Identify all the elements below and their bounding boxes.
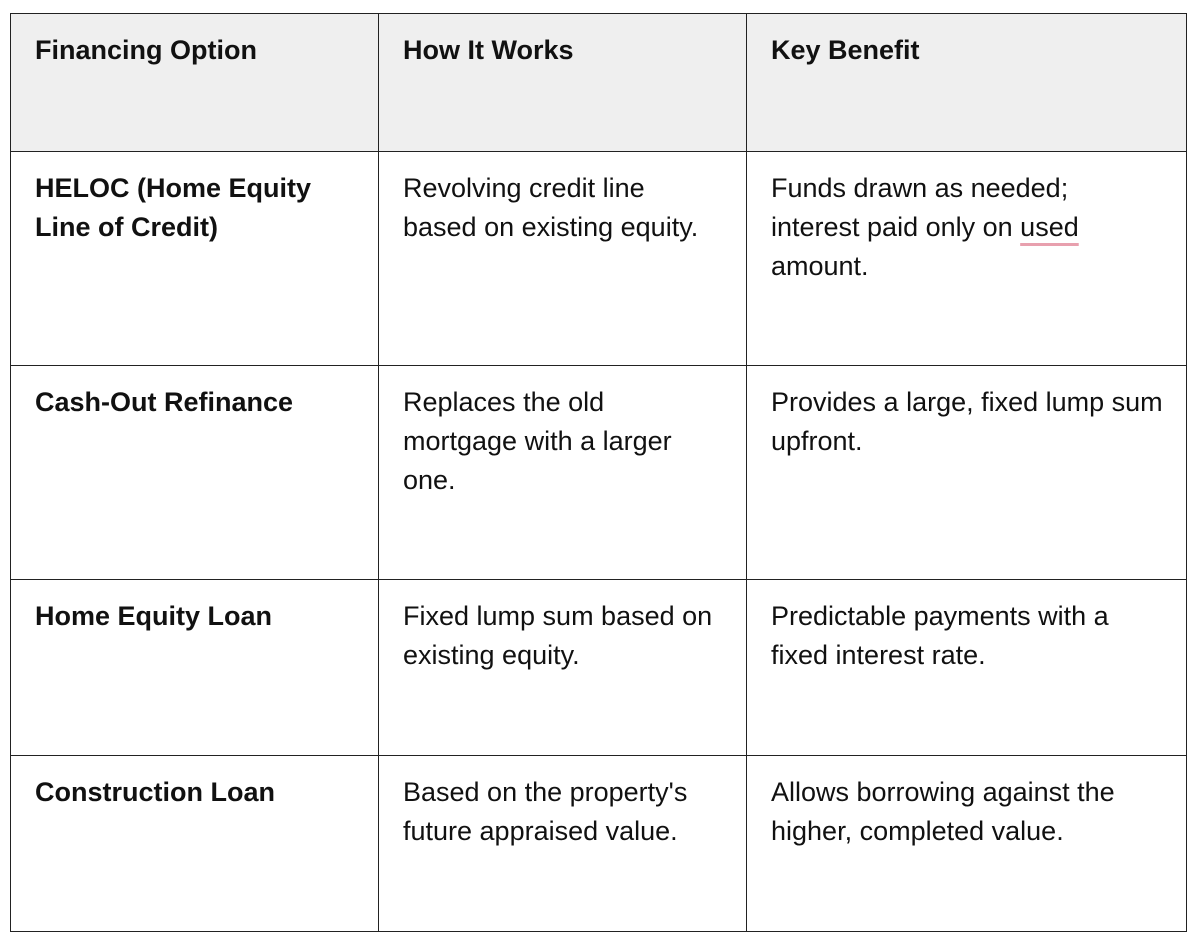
how-it-works-cell: Replaces the old mortgage with a larger one. bbox=[379, 366, 747, 580]
header-financing-option: Financing Option bbox=[11, 14, 379, 152]
option-cell: HELOC (Home Equity Line of Credit) bbox=[11, 152, 379, 366]
benefit-text: amount. bbox=[771, 251, 869, 281]
benefit-text: Funds drawn as needed; interest paid only on bbox=[771, 173, 1069, 242]
option-cell: Home Equity Loan bbox=[11, 580, 379, 756]
key-benefit-cell bbox=[747, 152, 1187, 366]
header-key-benefit: Key Benefit bbox=[747, 14, 1187, 152]
how-it-works-cell: Based on the property's future appraised value. bbox=[379, 756, 747, 932]
table-header-row bbox=[11, 14, 1187, 152]
table-row bbox=[11, 366, 1187, 580]
option-cell: Cash-Out Refinance bbox=[11, 366, 379, 580]
option-cell: Construction Loan bbox=[11, 756, 379, 932]
spellcheck-flagged-word[interactable]: used bbox=[1020, 212, 1079, 242]
financing-options-table bbox=[10, 13, 1187, 932]
table-row bbox=[11, 756, 1187, 932]
how-it-works-cell: Revolving credit line based on existing equity. bbox=[379, 152, 747, 366]
how-it-works-cell: Fixed lump sum based on existing equity. bbox=[379, 580, 747, 756]
key-benefit-cell: Predictable payments with a fixed interest rate. bbox=[747, 580, 1187, 756]
table-row bbox=[11, 152, 1187, 366]
header-how-it-works: How It Works bbox=[379, 14, 747, 152]
key-benefit-cell: Provides a large, fixed lump sum upfront. bbox=[747, 366, 1187, 580]
table-row bbox=[11, 580, 1187, 756]
key-benefit-cell: Allows borrowing against the higher, completed value. bbox=[747, 756, 1187, 932]
